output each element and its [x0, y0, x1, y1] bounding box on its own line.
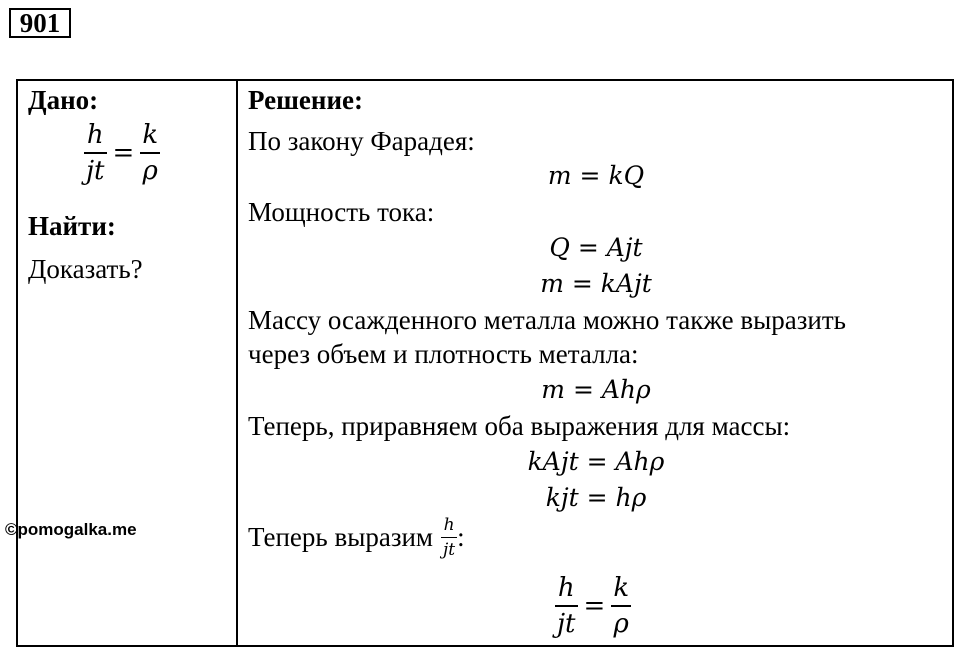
given-right-numerator: k [142, 120, 159, 150]
watermark: ©pomogalka.me [5, 520, 137, 539]
problem-number: 901 [9, 8, 71, 38]
solution-line-6-suffix: : [457, 522, 465, 552]
result-left-numerator: h [557, 573, 575, 603]
fraction-bar [140, 152, 160, 154]
inline-fraction-numerator: h [443, 515, 455, 535]
given-right-denominator: ρ [142, 156, 158, 186]
formula-6: kjt = hρ [545, 483, 647, 512]
solution-line-6 [248, 515, 465, 560]
inline-fraction [441, 515, 457, 560]
given-heading: Дано: [28, 85, 99, 115]
fraction-bar [555, 605, 578, 607]
result-relation [555, 573, 631, 639]
formula-2: Q = Ajt [549, 233, 643, 262]
result-right-denominator: ρ [613, 609, 629, 639]
solution-line-2: Мощность тока: [248, 197, 435, 227]
equals-sign: = [112, 138, 135, 168]
fraction-bar [611, 605, 631, 607]
find-heading: Найти: [28, 211, 116, 241]
given-left-fraction [84, 120, 107, 186]
solution-heading: Решение: [248, 85, 363, 115]
fraction-bar [84, 152, 107, 154]
solution-line-1: По закону Фарадея: [248, 126, 475, 156]
solution-line-4: через объем и плотность металла: [248, 339, 639, 369]
fraction-bar [441, 537, 457, 538]
result-right-fraction [611, 573, 631, 639]
solution-line-5: Теперь, приравняем оба выражения для массы: [248, 411, 791, 441]
formula-4: m = Ahρ [541, 375, 651, 404]
formula-3: m = kAjt [540, 269, 652, 298]
equals-sign: = [583, 591, 606, 621]
result-left-denominator: jt [557, 609, 576, 639]
given-right-fraction [140, 120, 160, 186]
solution-line-3: Массу осажденного металла можно также выразить [248, 305, 846, 335]
given-left-denominator: jt [86, 156, 105, 186]
find-text: Доказать? [28, 254, 143, 284]
formula-1: m = kQ [547, 161, 645, 190]
solution-line-6-prefix: Теперь выразим [248, 522, 434, 552]
result-left-fraction [555, 573, 578, 639]
given-relation [84, 120, 160, 186]
inline-fraction-denominator: jt [443, 540, 456, 560]
given-left-numerator: h [86, 120, 104, 150]
formula-5: kAjt = Ahρ [527, 447, 665, 476]
result-right-numerator: k [613, 573, 630, 603]
